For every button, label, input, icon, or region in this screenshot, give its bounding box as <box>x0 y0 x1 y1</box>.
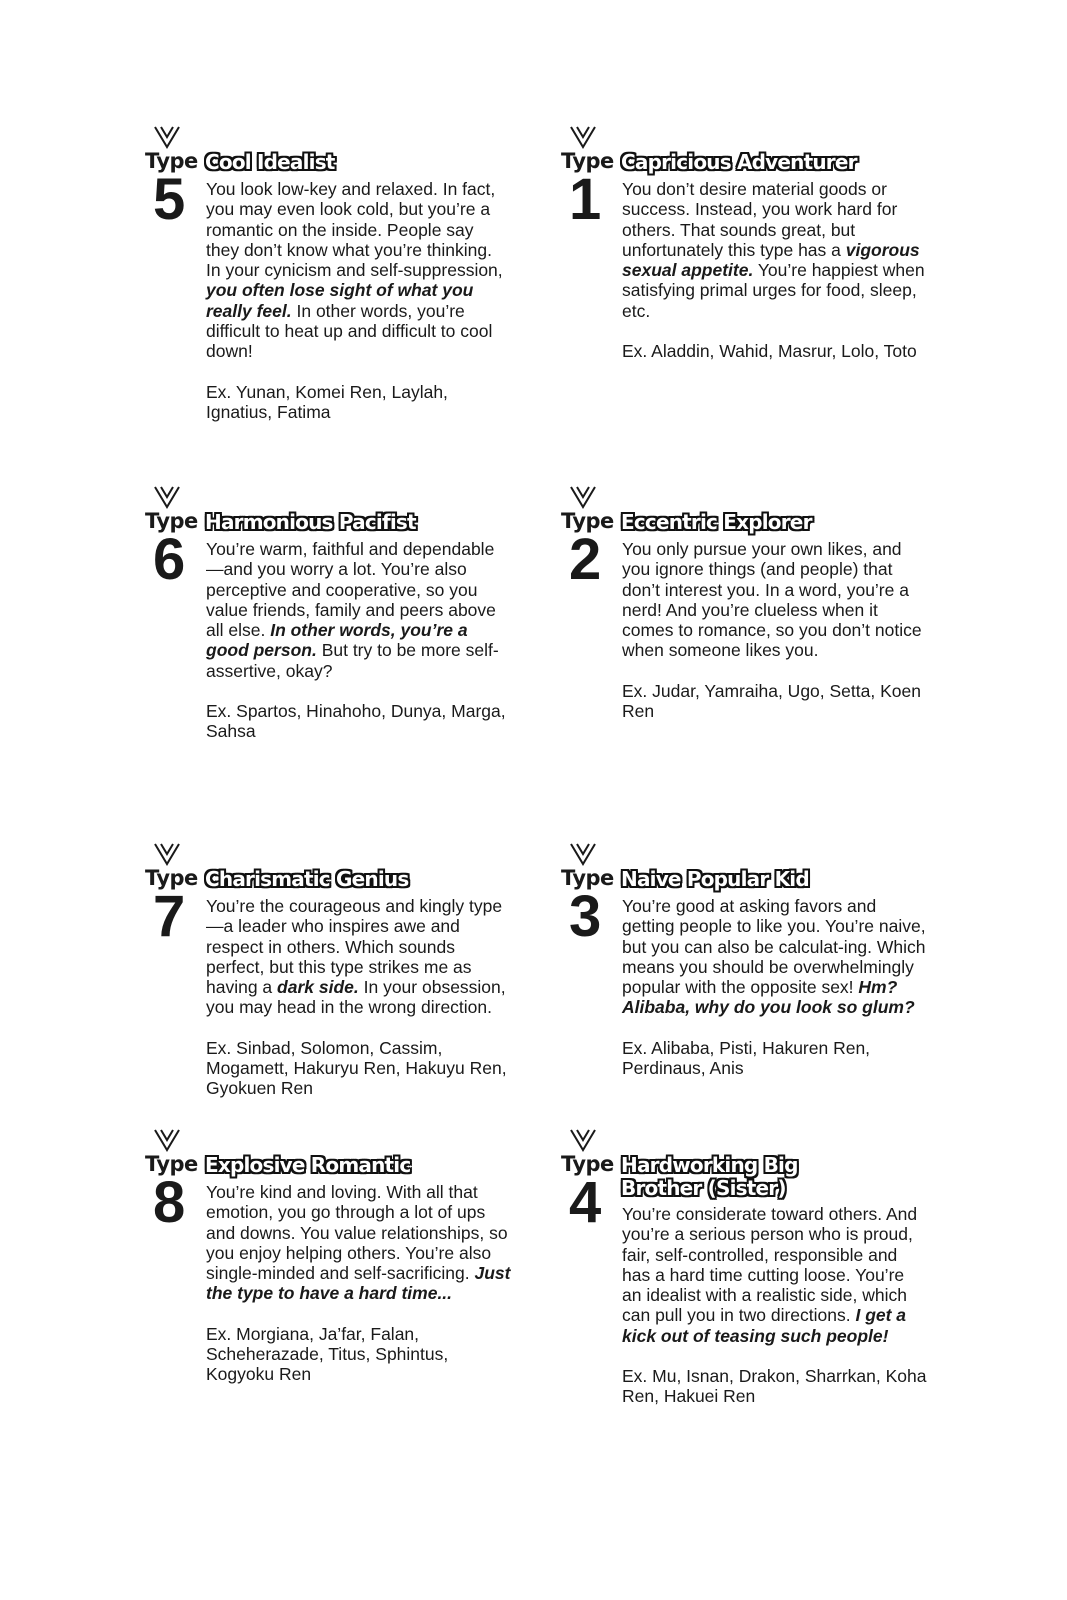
type-label: Type <box>145 149 198 173</box>
type-number: 5 <box>153 167 186 232</box>
type-title: Eccentric Explorer <box>621 510 812 534</box>
type-label: Type <box>145 509 198 533</box>
triangle-mark-icon <box>569 485 597 509</box>
triangle-mark-icon <box>569 125 597 149</box>
triangle-mark-icon <box>569 1128 597 1152</box>
type-label: Type <box>561 149 614 173</box>
triangle-mark-icon <box>153 842 181 866</box>
type-title: Harmonious Pacifist <box>205 510 416 534</box>
type-examples: Ex. Aladdin, Wahid, Masrur, Lolo, Toto <box>622 341 917 362</box>
type-examples: Ex. Judar, Yamraiha, Ugo, Setta, Koen Ren <box>622 680 921 722</box>
type-description: You’re kind and loving. With all that emotion, you go through a lot of ups and downs. You value relationships, so you enjoy helping others. You’re also single-minded and self-sacrificing. Just the type to have a hard time... Ex. Morgiana, Ja’far, Falan, Scheherazade, Titus, Sphintus, Kogyoku Ren <box>206 1182 511 1385</box>
type-label: Type <box>145 866 198 890</box>
type-title: Hardworking Big Brother (Sister) <box>621 1153 798 1200</box>
type-description: You only pursue your own likes, and you ignore things (and people) that don’t interest you. In a word, you’re a nerd! And you’re clueless when it comes to romance, so you don’t notice when someone likes you. Ex. Judar, Yamraiha, Ugo, Setta, Koen Ren <box>622 539 927 721</box>
type-label: Type <box>561 1152 614 1176</box>
type-number: 4 <box>569 1170 602 1235</box>
triangle-mark-icon <box>569 842 597 866</box>
type-label: Type <box>145 1152 198 1176</box>
type-examples: Ex. Spartos, Hinahoho, Dunya, Marga, Sahsa <box>206 701 506 742</box>
type-examples: Ex. Alibaba, Pisti, Hakuren Ren, Perdinaus, Anis <box>622 1037 871 1079</box>
type-examples: Ex. Sinbad, Solomon, Cassim, Mogamett, Hakuryu Ren, Hakuyu Ren, Gyokuen Ren <box>206 1037 507 1099</box>
type-examples: Ex. Morgiana, Ja’far, Falan, Scheherazade, Titus, Sphintus, Kogyoku Ren <box>206 1323 449 1385</box>
type-description: You don’t desire material goods or success. Instead, you work hard for others. That sounds great, but unfortunately this type has a vigorous sexual appetite. You’re happiest when satisfying primal urges for food, sleep, etc. Ex. Aladdin, Wahid, Masrur, Lolo, Toto <box>622 179 927 361</box>
type-description: You’re the courageous and kingly type—a leader who inspires awe and respect in others. Which sounds perfect, but this type strikes me as having a dark side. In your obsession, you may head in the wrong direction. Ex. Sinbad, Solomon, Cassim, Mogamett, Hakuryu Ren, Hakuyu Ren, Gyokuen Ren <box>206 896 511 1099</box>
type-number: 6 <box>153 527 186 592</box>
type-examples: Ex. Mu, Isnan, Drakon, Sharrkan, Koha Ren, Hakuei Ren <box>622 1366 927 1407</box>
type-description: You’re warm, faithful and dependable—and you worry a lot. You’re also perceptive and cooperative, so you value friends, family and peers above all else. In other words, you’re a good person. But try to be more self-assertive, okay? Ex. Spartos, Hinahoho, Dunya, Marga, Sahsa <box>206 539 511 742</box>
type-number: 7 <box>153 884 186 949</box>
type-examples: Ex. Yunan, Komei Ren, Laylah, Ignatius, Fatima <box>206 381 448 422</box>
type-label: Type <box>561 509 614 533</box>
triangle-mark-icon <box>153 1128 181 1152</box>
type-number: 3 <box>569 884 602 949</box>
type-title: Naive Popular Kid <box>621 867 809 891</box>
triangle-mark-icon <box>153 125 181 149</box>
type-number: 2 <box>569 527 602 592</box>
type-title: Charismatic Genius <box>205 867 409 891</box>
triangle-mark-icon <box>153 485 181 509</box>
type-label: Type <box>561 866 614 890</box>
type-title: Cool Idealist <box>205 150 335 174</box>
type-title: Explosive Romantic <box>205 1153 411 1177</box>
type-title: Capricious Adventurer <box>621 150 857 174</box>
type-number: 1 <box>569 167 602 232</box>
type-description: You look low-key and relaxed. In fact, you may even look cold, but you’re a romantic on the inside. People say they don’t know what you’re thinking. In your cynicism and self-suppression, you often lose sight of what you really feel. In other words, you’re difficult to heat up and difficult to cool down! Ex. Yunan, Komei Ren, Laylah, Ignatius, Fatima <box>206 179 511 422</box>
type-description: You’re good at asking favors and getting people to like you. You’re naive, but you can also be calculat-ing. Which means you should be overwhelmingly popular with the opposite sex! Hm? Alibaba, why do you look so glum? Ex. Alibaba, Pisti, Hakuren Ren, Perdinaus, Anis <box>622 896 926 1079</box>
type-description: You’re considerate toward others. And you’re a serious person who is proud, fair, self-controlled, responsible and has a hard time cutting loose. You’re an idealist with a realistic side, which can pull you in two directions. I get a kick out of teasing such people! Ex. Mu, Isnan, Drakon, Sharrkan, Koha Ren, Hakuei Ren <box>622 1204 927 1407</box>
type-number: 8 <box>153 1170 186 1235</box>
